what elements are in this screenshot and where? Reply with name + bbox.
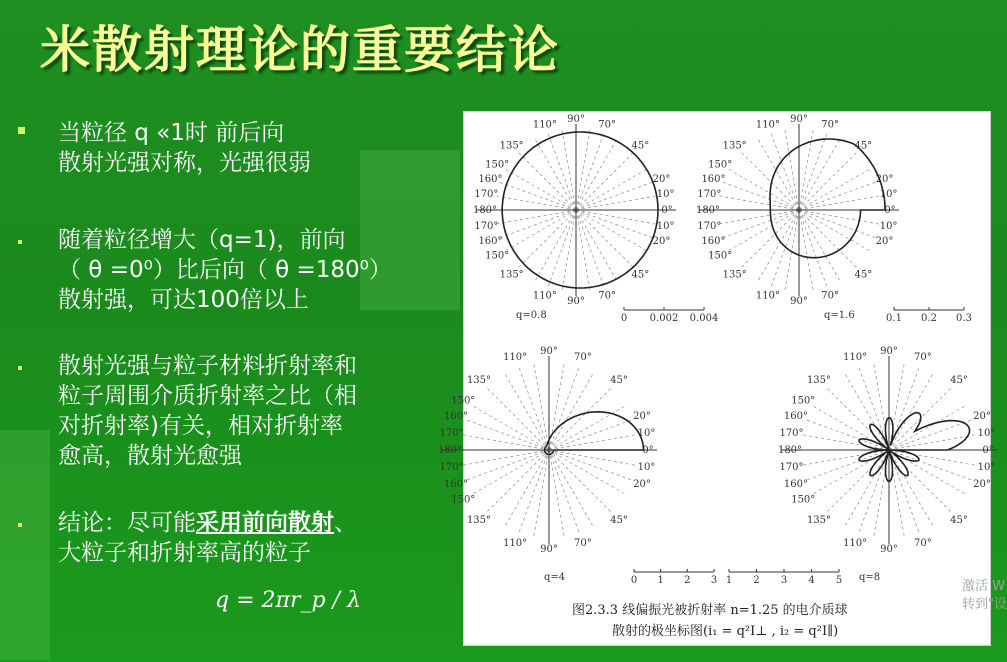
conclusion-suffix: 、 (334, 510, 357, 536)
scale-tick-label: 3 (780, 575, 788, 586)
size-parameter-formula: q = 2πr_p / λ (215, 588, 361, 613)
angle-label: 160° (701, 236, 726, 248)
angle-label: 180° (695, 205, 721, 216)
angle-label: 135° (466, 374, 492, 386)
scale-tick-label: 1 (657, 575, 664, 586)
angle-label: 70° (598, 290, 616, 302)
angle-label: 160° (478, 173, 503, 185)
scattering-pattern-curve (770, 139, 885, 258)
polar-spoke (548, 210, 576, 287)
angle-label: 10° (637, 462, 656, 474)
angle-label: 20° (652, 173, 671, 185)
polar-spoke (549, 372, 594, 450)
angle-label: 150° (708, 250, 733, 262)
angle-label: 70° (598, 119, 616, 131)
polar-spoke (464, 419, 549, 450)
bullet-line (58, 508, 458, 538)
angle-label: 150° (451, 494, 476, 506)
polar-spoke (722, 182, 799, 210)
angle-label: 170° (697, 220, 722, 232)
bullet-line: （ θ =0⁰）比后向（ θ =180⁰） (58, 257, 392, 283)
bullet-line: 愈高，散射光愈强 (58, 443, 242, 469)
angle-label: 90° (880, 346, 898, 357)
q-value-label: q=4 (544, 572, 566, 583)
polar-spoke (576, 182, 653, 210)
scale-tick-label: 4 (808, 575, 815, 586)
polar-plots (437, 112, 996, 645)
watermark-line: 激活 W (962, 579, 1005, 594)
angle-label: 90° (567, 114, 585, 125)
conclusion-emphasis: 采用前向散射 (196, 510, 334, 536)
conclusion-prefix: 结论：尽可能 (58, 510, 196, 536)
angle-label: 20° (633, 478, 651, 490)
scale-tick-label: 0.3 (956, 313, 972, 324)
polar-spoke (499, 182, 576, 210)
angle-label: 180° (472, 205, 498, 216)
angle-label: 110° (755, 119, 780, 131)
bullet-line: 散射光强对称，光强很弱 (58, 150, 311, 176)
angle-label: 180° (777, 445, 803, 456)
angle-label: 180° (437, 445, 463, 456)
angle-label: 20° (875, 236, 894, 248)
angle-label: 170° (697, 189, 722, 201)
q-value-label: q=8 (859, 572, 881, 583)
polar-spoke (549, 405, 627, 450)
angle-label: 0° (642, 445, 654, 456)
angle-label: 110° (532, 119, 557, 131)
angle-label: 170° (474, 189, 499, 201)
polar-spoke (549, 365, 580, 450)
polar-spoke (889, 372, 934, 450)
polar-spoke (799, 210, 876, 238)
scale-tick-label: 0.1 (886, 313, 902, 324)
angle-label: 45° (950, 515, 968, 527)
angle-label: 45° (631, 140, 650, 152)
angle-label: 70° (573, 351, 592, 363)
watermark-line: 转到"设 (962, 597, 1007, 612)
angle-label: 20° (973, 411, 991, 423)
scale-tick-label: 5 (835, 575, 843, 586)
angle-label: 150° (451, 395, 476, 407)
angle-label: 90° (880, 544, 898, 555)
polar-spoke (499, 210, 576, 238)
q-value-label: q=0.8 (516, 310, 547, 321)
angle-label: 70° (821, 119, 839, 131)
angle-label: 150° (791, 395, 816, 407)
angle-label: 20° (875, 173, 894, 185)
angle-label: 10° (637, 427, 656, 439)
angle-label: 170° (779, 427, 804, 439)
angle-label: 135° (806, 515, 832, 527)
polar-scattering-figure (437, 111, 996, 646)
angle-label: 110° (532, 290, 557, 302)
activation-watermark (962, 578, 1007, 614)
polar-spoke (844, 450, 889, 528)
polar-spoke (518, 365, 549, 450)
polar-spoke (722, 210, 799, 238)
angle-label: 170° (439, 427, 464, 439)
angle-label: 110° (843, 538, 868, 550)
polar-spoke (804, 419, 889, 450)
angle-label: 45° (854, 269, 873, 281)
angle-label: 70° (913, 538, 932, 550)
figure-caption-line1: 图2.3.3 线偏振光被折射率 n=1.25 的电介质球 (572, 603, 848, 618)
angle-label: 135° (466, 515, 492, 527)
angle-label: 90° (567, 296, 585, 307)
polar-spoke (549, 450, 627, 495)
angle-label: 160° (783, 478, 809, 490)
polar-spoke (518, 450, 549, 535)
bullet-marker (18, 127, 25, 134)
angle-label: 150° (791, 494, 816, 506)
angle-label: 70° (821, 290, 839, 302)
angle-label: 160° (478, 236, 503, 248)
bullet-line: 粒子周围介质折射率之比（相 (58, 383, 357, 409)
polar-spoke (799, 182, 876, 210)
angle-label: 10° (656, 220, 675, 232)
polar-spoke (549, 450, 580, 535)
angle-label: 90° (790, 114, 808, 125)
angle-label: 150° (485, 250, 510, 262)
angle-label: 45° (854, 140, 873, 152)
bullet-marker (18, 240, 22, 244)
polar-spoke (549, 450, 634, 481)
polar-spoke (804, 450, 889, 481)
angle-label: 160° (701, 173, 726, 185)
angle-label: 160° (783, 411, 809, 423)
polar-spoke (889, 405, 967, 450)
angle-label: 10° (879, 220, 898, 232)
angle-label: 160° (443, 411, 469, 423)
angle-label: 90° (540, 346, 558, 357)
angle-label: 135° (499, 269, 524, 281)
angle-label: 20° (652, 236, 671, 248)
angle-label: 90° (790, 296, 808, 307)
bullet-line: 大粒子和折射率高的粒子 (58, 540, 311, 566)
scale-tick-label: 0 (630, 575, 638, 586)
scale-tick-label: 0 (620, 313, 628, 324)
scale-tick-label: 0.002 (649, 313, 679, 324)
bullet-marker (18, 366, 22, 370)
angle-label: 170° (439, 462, 464, 474)
angle-label: 45° (631, 269, 650, 281)
angle-label: 10° (977, 427, 996, 439)
polar-spoke (548, 133, 576, 210)
page-title: 米散射理论的重要结论 (40, 21, 560, 79)
angle-label: 135° (806, 374, 832, 386)
angle-label: 70° (573, 538, 592, 550)
scale-tick-label: 0.004 (689, 313, 719, 324)
angle-label: 160° (443, 478, 469, 490)
bullet-line: 散射强，可达100倍以上 (58, 287, 309, 313)
angle-label: 150° (485, 159, 510, 171)
scale-tick-label: 1 (725, 575, 733, 586)
angle-label: 20° (973, 478, 991, 490)
angle-label: 10° (879, 189, 898, 201)
angle-label: 45° (610, 374, 628, 386)
polar-spoke (549, 450, 594, 528)
angle-label: 10° (977, 462, 996, 474)
bullet-line: 散射光强与粒子材料折射率和 (58, 353, 357, 379)
scale-tick-label: 2 (684, 575, 691, 586)
bullet-line: 随着粒径增大（q=1)，前向 (58, 227, 346, 253)
angle-label: 70° (913, 351, 932, 363)
scale-tick-label: 0.2 (921, 313, 937, 324)
polar-spoke (844, 372, 889, 450)
angle-label: 10° (656, 189, 675, 201)
angle-label: 45° (950, 374, 968, 386)
angle-label: 45° (610, 515, 628, 527)
q-value-label: q=1.6 (824, 310, 855, 321)
angle-label: 110° (755, 290, 780, 302)
angle-label: 135° (722, 269, 747, 281)
angle-label: 110° (503, 538, 528, 550)
figure-caption-line2: 散射的极坐标图(i₁ = q²I⊥ , i₂ = q²I∥) (612, 624, 839, 639)
angle-label: 110° (843, 351, 868, 363)
angle-label: 110° (503, 351, 528, 363)
angle-label: 0° (982, 445, 994, 456)
background-decoration (0, 430, 50, 660)
polar-spoke (504, 450, 549, 528)
polar-spoke (471, 450, 549, 495)
scale-tick-label: 2 (753, 575, 760, 586)
polar-spoke (504, 372, 549, 450)
polar-spoke (464, 450, 549, 481)
polar-spoke (576, 210, 653, 238)
bullet-marker (18, 523, 22, 527)
polar-spoke (576, 133, 604, 210)
scattering-pattern-curve (545, 412, 644, 455)
polar-spoke (799, 210, 827, 287)
polar-spoke (576, 210, 604, 287)
polar-spoke (889, 450, 934, 528)
angle-label: 170° (779, 462, 804, 474)
angle-label: 0° (661, 205, 673, 216)
angle-label: 135° (722, 140, 747, 152)
polar-spoke (771, 210, 799, 287)
angle-label: 135° (499, 140, 524, 152)
polar-spoke (471, 405, 549, 450)
bullet-line: 当粒径 q «1时 前后向 (58, 120, 285, 146)
angle-label: 20° (633, 411, 651, 423)
scattering-pattern-curve (859, 413, 970, 482)
bullet-line: 对折射率)有关，相对折射率 (58, 413, 343, 439)
angle-label: 0° (884, 205, 896, 216)
angle-label: 150° (708, 159, 733, 171)
scale-tick-label: 3 (710, 575, 718, 586)
angle-label: 170° (474, 220, 499, 232)
angle-label: 90° (540, 544, 558, 555)
polar-spoke (889, 450, 974, 481)
